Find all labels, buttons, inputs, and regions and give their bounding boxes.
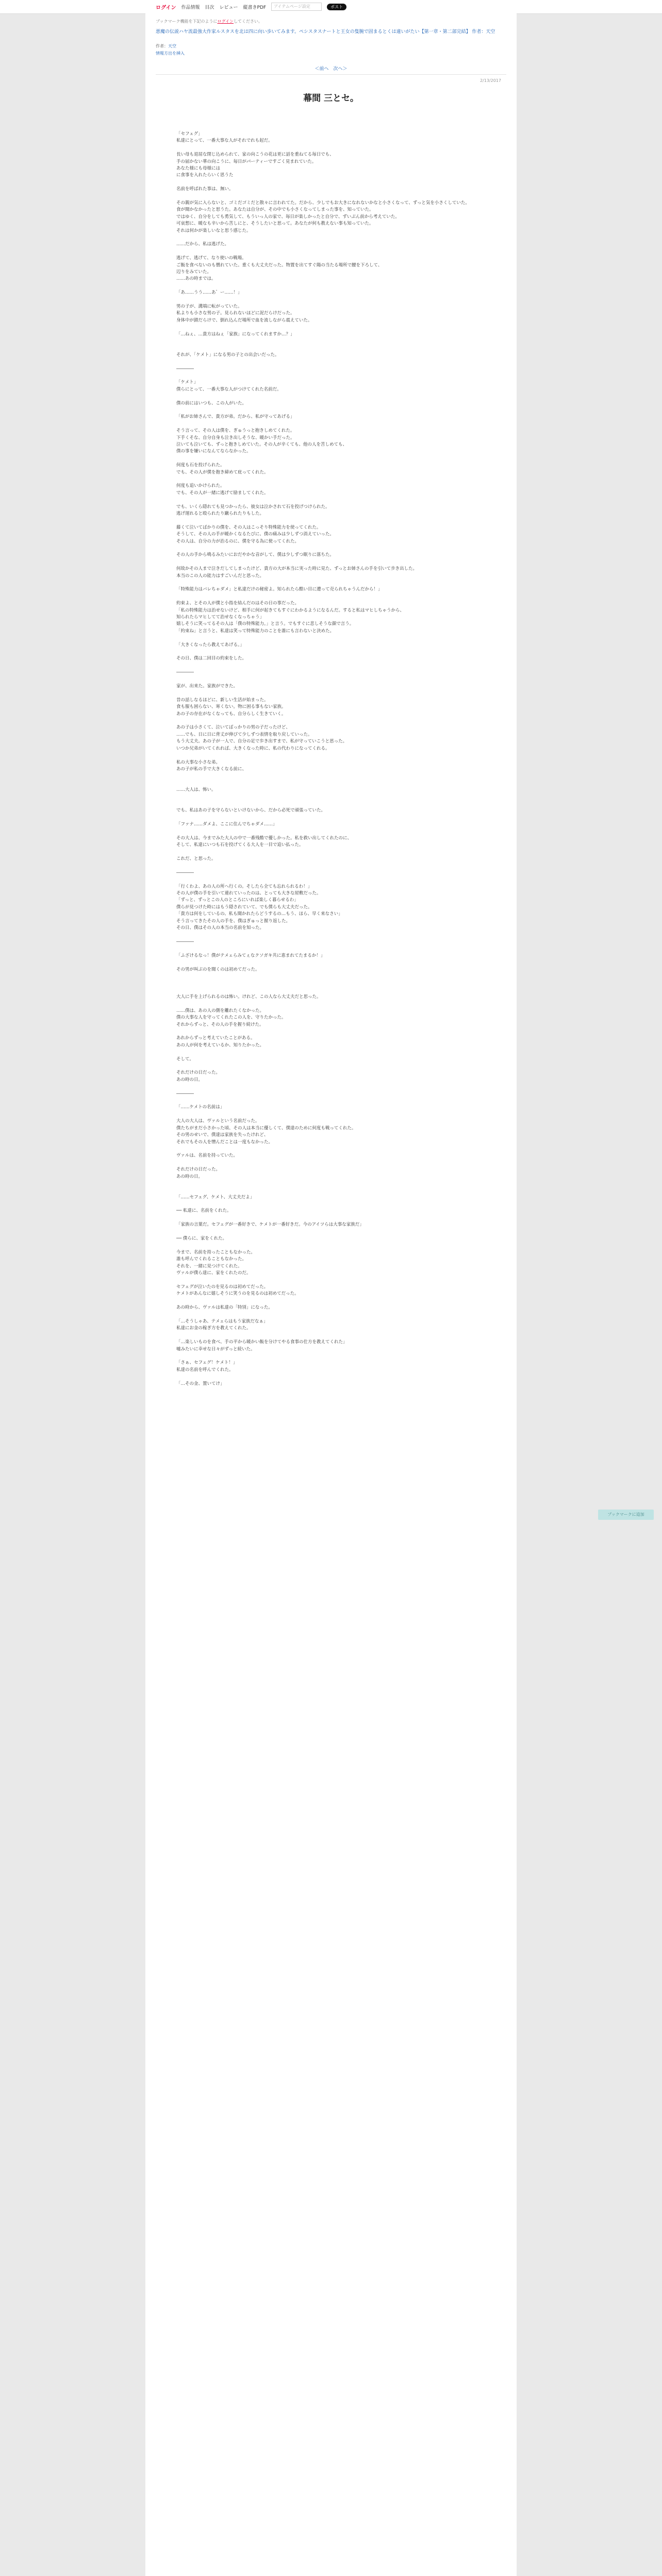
- body-paragraph: ……でも、日に日に背丈が伸びて少しずつ表情を取り戻していった。: [176, 732, 312, 737]
- body-paragraph: [176, 393, 486, 400]
- body-paragraph: [176, 945, 486, 952]
- body-paragraph: そう言って、その人は僕を、ぎゅうっと抱きしめてくれた。: [176, 428, 295, 434]
- body-paragraph: その日、僕はその人の本当の名前を知った。: [176, 925, 264, 931]
- body-paragraph: その人が僕の手を引いて連れていったのは、とっても大きな屋敷だった。: [176, 891, 321, 896]
- body-paragraph: それだけの日だった。: [176, 1167, 221, 1173]
- body-paragraph: 逃げて、逃げて、なり使いの戦場。: [176, 256, 246, 261]
- novel-page: [145, 13, 517, 2576]
- body-paragraph: 大人の大人は、ヴァルという名前だった。: [176, 1118, 260, 1124]
- series-title-link[interactable]: 悪魔の伝説ハヤ流最強大作家ルスタスを北は四に向い歩いてみます。ペシスタスナートと王女の隻腕で固まるとくは違いがたい【第一章・第二部完結】 作者：天空: [156, 29, 495, 35]
- body-paragraph: [176, 1374, 486, 1380]
- body-paragraph: 手の届かない華の向こうに、毎日がパーティーですごく見まれていた。: [176, 159, 317, 164]
- body-paragraph: ――――: [176, 939, 194, 944]
- body-paragraph: セフェグが泣いたのを見るのは初めてだった。: [176, 1284, 269, 1290]
- body-paragraph: それだけの日だった。: [176, 1070, 221, 1076]
- body-paragraph: もう大丈夫。あの子が一人で、自分の足で歩き出すまで、私が守っていこうと思った。: [176, 739, 347, 744]
- body-paragraph: [176, 594, 486, 600]
- body-paragraph: あの人が何を考えているか、知りたかった。: [176, 1042, 264, 1048]
- body-paragraph: あなた様にも母様には: [176, 166, 221, 172]
- body-paragraph: でも、その人が僕を抱き締めて庇ってくれた。: [176, 469, 269, 475]
- work-info-link[interactable]: 情報方出を挿入: [156, 51, 185, 56]
- body-paragraph: 「……セフェグ、ケメト、大丈夫だよ」: [176, 1194, 255, 1200]
- post-date: 2/13/2017: [479, 78, 501, 83]
- body-paragraph: 何故かその人まで泣きだしてしまったけど、貴方の大が本当に実った時に見た、ずっとお姉さんの手を引いて歩き出した。: [176, 566, 417, 572]
- x-share-button[interactable]: ポスト: [327, 4, 346, 10]
- body-paragraph: 私よりも小さな男の子。見られないほどに泥だらけだった。: [176, 311, 295, 316]
- top-nav-inner: [156, 2, 346, 11]
- notice-login-link[interactable]: ログイン: [217, 19, 234, 24]
- body-paragraph: [176, 338, 486, 345]
- body-paragraph: [176, 545, 486, 552]
- body-paragraph: 何度も石を投げられた。: [176, 463, 225, 468]
- body-paragraph: それでもその人を憎んだことは一度もなかった。: [176, 1139, 273, 1145]
- body-paragraph: 本当のこの人の能力はすごいんだと思った。: [176, 573, 264, 579]
- body-paragraph: 私達の名前を呼んでくれた。: [176, 1367, 234, 1372]
- body-paragraph: [176, 193, 486, 200]
- body-paragraph: 家が、出来た。家族ができた。: [176, 684, 238, 689]
- body-paragraph: ── 僕らに、家をくれた。: [176, 1236, 227, 1242]
- body-paragraph: 「さぁ、セフェグ！ケメト！」: [176, 1360, 238, 1366]
- body-paragraph: 「ケメト」: [176, 380, 198, 385]
- body-paragraph: [176, 828, 486, 835]
- body-paragraph: [176, 145, 486, 151]
- body-paragraph: ……だから、私は逃げた。: [176, 242, 229, 247]
- body-paragraph: いつか兄弟がいてくれれば、大きくなった時に、私の代わりになってくれる。: [176, 745, 330, 751]
- body-paragraph: あの子が私の手で大きくなる前に、: [176, 766, 247, 772]
- body-paragraph: 嘘みたいに幸せな日々がずっと続いた。: [176, 1346, 255, 1352]
- body-paragraph: [176, 407, 486, 414]
- body-paragraph: でも、私はあの子を守らないといけないから、だから必死で頑張っていた。: [176, 808, 326, 814]
- body-paragraph: その人の手から鳴るみたいにおだやかな音がして、僕は少しずつ眠りに落ちた。: [176, 552, 334, 558]
- body-paragraph: [176, 1049, 486, 1056]
- body-paragraph: [176, 780, 486, 787]
- body-paragraph: 「家族の言葉だ。セフェグが一番好きで、ケメトが一番好きだ。今のアイツらは大事な家族だ」: [176, 1222, 364, 1228]
- body-paragraph: その人は、自分の力が治るのに、僕を守る為に使ってくれた。: [176, 538, 300, 544]
- body-paragraph: [176, 1028, 486, 1035]
- body-paragraph: 可哀想に、暖なも辛いから苦しにと、そうしたいと思って。あなたが何も教えない事も知っていた。: [176, 221, 374, 227]
- body-paragraph: ――――: [176, 366, 194, 371]
- body-paragraph: 「……ケメトの名前は」: [176, 1105, 225, 1110]
- body-paragraph: 逃げ遅れると殴られたり蹴られたりもした。: [176, 511, 264, 517]
- body-paragraph: ── 私達に、名前をくれた。: [176, 1208, 231, 1214]
- body-paragraph: それからずっと、その人の手を握り続けた。: [176, 1022, 264, 1027]
- body-paragraph: 約束よ、とその人が僕と小指を結んだのはその日の事だった。: [176, 601, 300, 606]
- body-paragraph: [176, 752, 486, 759]
- body-paragraph: ヴァルが僕ら達に、家をくれたのだ。: [176, 1270, 251, 1276]
- body-paragraph: [176, 973, 486, 980]
- body-paragraph: これだ、と思った。: [176, 856, 216, 862]
- body-paragraph: そうして、その人の手が暖かくなるたびに、僕の痛みは少しずつ消えていった。: [176, 532, 334, 537]
- body-paragraph: それを、一緒に見つけてくれた。: [176, 1263, 242, 1269]
- body-paragraph: [176, 580, 486, 586]
- body-paragraph: [176, 179, 486, 186]
- body-paragraph: ――――: [176, 870, 194, 875]
- body-paragraph: 「貴方は何をしているの、私も聞かれたらどうするの…もう、ほら、早く来なさい」: [176, 911, 343, 917]
- body-paragraph: [176, 1097, 486, 1104]
- body-paragraph: [176, 1229, 486, 1235]
- body-paragraph: 僕の大事な人を守ってくれたこの人を、守りたかった。: [176, 1015, 286, 1021]
- setting-input[interactable]: アイテムページ設定: [271, 3, 322, 11]
- body-paragraph: [176, 559, 486, 566]
- body-paragraph: ――――: [176, 1091, 194, 1096]
- body-paragraph: 「あ……うう……あ゛ー……！」: [176, 290, 242, 296]
- body-paragraph: [176, 815, 486, 821]
- body-paragraph: ではゆく、自分をしても勇気して、もういっ人の家で、毎日が楽しかったと自分で、ずいぶん前から考えていた。: [176, 214, 400, 219]
- body-paragraph: [176, 1312, 486, 1318]
- body-paragraph: 今まで、名前を持ったこともなかった。: [176, 1249, 255, 1255]
- body-paragraph: [176, 862, 486, 869]
- chapter-body: [176, 131, 486, 1387]
- body-paragraph: [176, 1353, 486, 1360]
- body-paragraph: 「ずっと、ずっとこの人のところにいれば楽しく暮らせるわ」: [176, 897, 299, 903]
- body-paragraph: 「大きくなったら教えてあげる。」: [176, 642, 244, 648]
- body-paragraph: 知られたらマヒしてて治せなくなっちゃう」: [176, 615, 264, 620]
- body-paragraph: 「私の特殊能力は治せないけど、相手に何が起きてもすぐにわかるようになるんだ。すると私はマヒしちゃうから、: [176, 607, 405, 613]
- bookmark-button[interactable]: ブックマークに追加: [598, 1510, 654, 1520]
- nav-vertical-pdf[interactable]: 縦書きPDF: [243, 5, 267, 10]
- body-paragraph: [176, 1215, 486, 1222]
- body-paragraph: 「ファナ……ダメよ、ここに住んでちゃダメ……」: [176, 822, 277, 827]
- body-paragraph: 泣いても泣いても、ずっと抱きしめていた。その人が辛くても、他の人を苦しめても、: [176, 442, 347, 448]
- body-paragraph: ……僕は、あの人の側を離れたくなかった。: [176, 1008, 264, 1013]
- divider: [156, 74, 506, 75]
- body-paragraph: [176, 1160, 486, 1166]
- body-paragraph: そして。: [176, 1056, 194, 1062]
- body-paragraph: 「…ねぇ、…貴方はねぇ「家族」になってくれますか…？」: [176, 331, 295, 337]
- body-paragraph: 「ふざけるなっ！僕がテメェらみてぇなクソガキ共に恵まれてたまるか！」: [176, 953, 325, 958]
- body-paragraph: あの時の日。: [176, 1174, 203, 1179]
- body-paragraph: 男の子が、溝端に転がっていた。: [176, 304, 242, 310]
- body-paragraph: あの子は小さくて、泣いてばっかりの男の子だったけど、: [176, 725, 290, 731]
- body-paragraph: [176, 324, 486, 331]
- body-paragraph: [176, 421, 486, 428]
- body-paragraph: [176, 1277, 486, 1284]
- body-paragraph: 私達にとって、一番大事な人がそれでれも起だ。: [176, 138, 273, 144]
- top-nav-bar: [0, 0, 662, 14]
- body-paragraph: 何度も追いかけられた。: [176, 483, 225, 489]
- body-paragraph: 「…その金、置いてけ」: [176, 1381, 225, 1386]
- body-paragraph: その親が気に入らないと、ゴミだゴミだと散々に言われてた。だから、少しでもお大きになれないかなと小さくなって、ずっと気を小さくしていた。: [176, 200, 470, 206]
- login-button[interactable]: ログイン: [156, 5, 176, 11]
- body-paragraph: 「私がお姉さんで、貴方が弟。だから、私が守ってあげる」: [176, 414, 295, 420]
- body-paragraph: ……あの時までは。: [176, 276, 216, 282]
- body-paragraph: [176, 1180, 486, 1187]
- body-paragraph: に食事を入れたらいく思うた: [176, 173, 234, 178]
- body-paragraph: 名前を呼ばれた事は、無い。: [176, 187, 234, 192]
- body-paragraph: その大人は、今までみた大人の中で一番残酷で優しかった。私を救い出してくれたのに、: [176, 835, 352, 841]
- body-paragraph: 「セフェグ」: [176, 131, 203, 137]
- body-paragraph: 下手くそな、自分自身も泣き出しそうな、暖かい手だった。: [176, 435, 295, 440]
- body-paragraph: [176, 876, 486, 883]
- body-paragraph: 「特殊能力はバレちゃダメ」と私達だけの秘密よ。知られたら酷い目に遭って売られちゃうんだから！」: [176, 587, 383, 592]
- chapter-title: 幕間 三とセ。: [303, 93, 359, 104]
- body-paragraph: [176, 1332, 486, 1339]
- body-paragraph: [176, 476, 486, 483]
- body-paragraph: [176, 987, 486, 994]
- body-paragraph: ――――: [176, 670, 194, 675]
- login-notice: [156, 19, 262, 24]
- body-paragraph: 僕らにとって、一番大事な人がつけてくれた名前だ。: [176, 386, 282, 392]
- body-paragraph: 私達にお金の稼ぎ方を教えてくれた。: [176, 1326, 251, 1331]
- notice-suffix: してください。: [234, 19, 263, 24]
- body-paragraph: 藤くて泣いてばかりの僕を、その人はこっそり特殊能力を使ってくれた。: [176, 524, 321, 530]
- body-paragraph: [176, 359, 486, 365]
- body-paragraph: 「…楽しいものを食べ、手の平から暖かい飯を分けてやる食事の仕方を教えてくれた」: [176, 1340, 347, 1345]
- body-paragraph: 「…そうしゃあ、テメェらはもう家族だなぁ」: [176, 1318, 268, 1324]
- body-paragraph: [176, 297, 486, 303]
- author-line: [156, 43, 176, 49]
- body-paragraph: ご飯を食べないのも慣れていた。重くも大丈夫だった。物置を出てすぐ陽の当たる場所で腰を下ろして、: [176, 262, 383, 268]
- body-paragraph: [176, 773, 486, 779]
- body-paragraph: [176, 1001, 486, 1007]
- body-paragraph: でも、いくら隠れても見つかったら、彼女は泣かされて石を投げつけられた。: [176, 504, 330, 510]
- body-paragraph: [176, 959, 486, 966]
- body-paragraph: ……大人は、怖い。: [176, 787, 216, 793]
- body-paragraph: その男が叫ぶのを聞くのは初めてだった。: [176, 967, 260, 972]
- body-paragraph: 「行くわよ、あの人の所へ行くの。そしたら全ても忘れられるわ！」: [176, 884, 312, 889]
- chapter-pager[interactable]: ＜前へ 次へ＞: [315, 66, 347, 72]
- nav-review[interactable]: レビュー: [219, 5, 238, 10]
- body-paragraph: それは何かが楽しいなと思う感じた。: [176, 228, 251, 233]
- body-paragraph: [176, 690, 486, 697]
- body-paragraph: [176, 635, 486, 641]
- body-paragraph: 辺りをみていた。: [176, 269, 212, 275]
- author-prefix: 作者：: [156, 44, 168, 48]
- body-paragraph: あの時から、ヴァルは私達の「特別」になった。: [176, 1305, 273, 1311]
- body-paragraph: [176, 649, 486, 655]
- body-paragraph: 嬉しそうに笑ってるその人は「僕の特殊能力。」と言う。でもすぐに悲しそうな顔で言う。: [176, 621, 354, 627]
- body-paragraph: 僕の前にはいつも、この人がいた。: [176, 400, 247, 406]
- body-paragraph: [176, 801, 486, 807]
- body-paragraph: 食も服も困らない、寒くない。物に困る事もない家族。: [176, 704, 286, 710]
- body-paragraph: そして、私達にいつも石を投げてくる大人を一目で追い払った。: [176, 842, 304, 848]
- body-paragraph: 身体中が錆だらけで、倒れ込んだ場所で血を流しながら震えていた。: [176, 317, 312, 323]
- body-paragraph: [176, 849, 486, 856]
- body-paragraph: [176, 1111, 486, 1118]
- nav-work-info[interactable]: 作品情報: [181, 5, 200, 10]
- body-paragraph: [176, 1146, 486, 1153]
- body-paragraph: [176, 718, 486, 724]
- body-paragraph: [176, 980, 486, 987]
- nav-toc[interactable]: 目次: [205, 5, 214, 10]
- body-paragraph: 食が聞かなかったと思うた。あなたは自分が、その中でも小さくなってしまった事を、知っていた。: [176, 207, 374, 213]
- body-paragraph: [176, 248, 486, 255]
- body-paragraph: [176, 1063, 486, 1070]
- body-paragraph: ケメトがあんなに嬉しそうに笑うのを見るのは初めてだった。: [176, 1291, 299, 1297]
- body-paragraph: [176, 283, 486, 290]
- body-paragraph: 長い母も退屈な閉じ込められて、家の向こうの花は更に話を重ねてる毎日でも、: [176, 152, 334, 158]
- body-paragraph: それが、「ケメト」になる男の子との出会いだった。: [176, 352, 279, 358]
- body-paragraph: [176, 932, 486, 939]
- body-paragraph: 僕たちがまだ小さかった頃、その人は本当に優しくて、僕達のために何度も戦ってくれた。: [176, 1125, 356, 1131]
- body-paragraph: [176, 1242, 486, 1249]
- body-paragraph: [176, 372, 486, 379]
- body-paragraph: その日、僕は二回目の約束をした。: [176, 656, 247, 662]
- body-paragraph: [176, 517, 486, 524]
- body-paragraph: 僕の事を嫌いになんてならなかった。: [176, 449, 251, 454]
- body-paragraph: あの子の存在がなくなっても、自分らしく生きていく。: [176, 711, 286, 717]
- body-paragraph: 誰も呼んでくれることもなかった。: [176, 1257, 247, 1262]
- body-paragraph: 昔の話しなるほどに、新しい生活が始まった。: [176, 697, 269, 703]
- body-paragraph: そう言ってきたその人の手を、僕はぎゅっと握り返した。: [176, 918, 291, 924]
- notice-prefix: ブックマーク機能を下記のように: [156, 19, 218, 24]
- body-paragraph: [176, 1201, 486, 1208]
- body-paragraph: [176, 1187, 486, 1194]
- body-paragraph: でも、その人が一緒に逃げて励ましてくれた。: [176, 490, 269, 496]
- body-paragraph: あの時の日。: [176, 1077, 203, 1082]
- body-paragraph: [176, 663, 486, 669]
- body-paragraph: 僕らが見つけた時にはもう隠されていて、でも僕らも大丈夫だった。: [176, 904, 312, 910]
- body-paragraph: [176, 234, 486, 241]
- body-paragraph: [176, 1083, 486, 1090]
- body-paragraph: あれからずっと考えていたことがある。: [176, 1036, 255, 1041]
- body-paragraph: [176, 676, 486, 683]
- body-paragraph: ヴァルは、名前を持っていた。: [176, 1153, 238, 1159]
- body-paragraph: 私の大事な小さな弟。: [176, 759, 221, 765]
- body-paragraph: [176, 455, 486, 462]
- body-paragraph: 「約束ね」と言うと、私達は笑って特殊能力のことを誰にも言わないと決めた。: [176, 628, 335, 634]
- body-paragraph: [176, 794, 486, 801]
- author-link[interactable]: 天空: [168, 44, 176, 48]
- body-paragraph: 大人に手を上げられるのは怖い。けれど、この人なら大丈夫だと思った。: [176, 994, 321, 1000]
- body-paragraph: [176, 1298, 486, 1304]
- body-paragraph: [176, 497, 486, 503]
- body-paragraph: その男のせいで、僕達は家族を失ったけれど、: [176, 1132, 269, 1138]
- body-paragraph: [176, 345, 486, 351]
